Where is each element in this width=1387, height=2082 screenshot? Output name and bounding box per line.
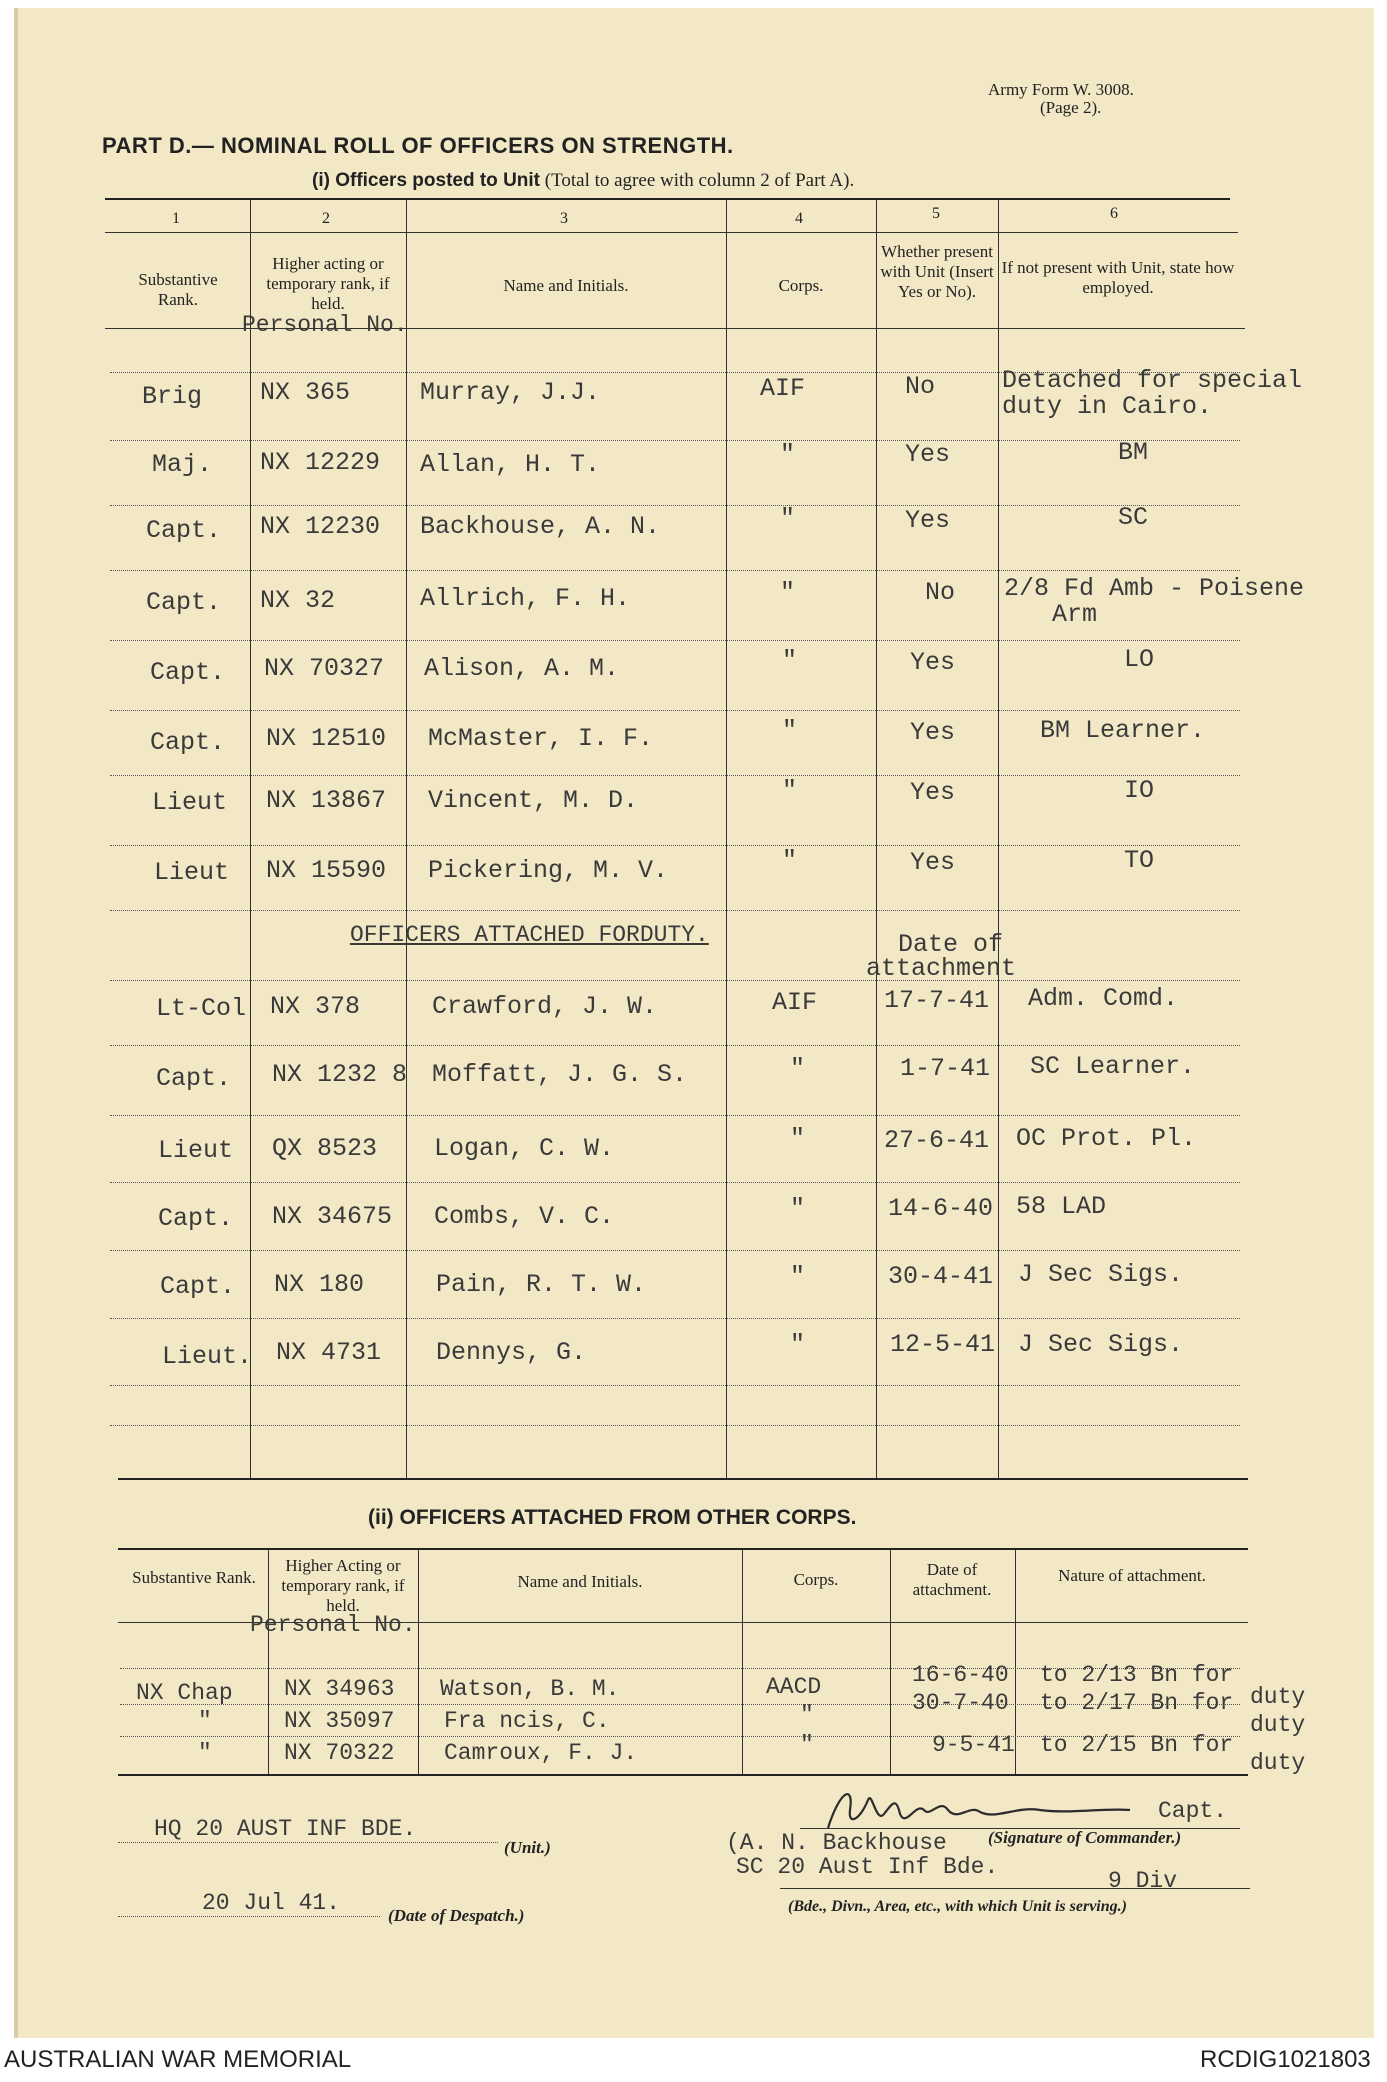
table1-bottom-rule	[118, 1478, 1248, 1480]
rank-cell: "	[198, 1708, 212, 1734]
employ-cell: J Sec Sigs.	[1018, 1260, 1184, 1289]
employ-cell: 2/8 Fd Amb - Poisene	[1004, 574, 1305, 603]
name-cell: Watson, B. M.	[440, 1676, 620, 1702]
corps-cell: "	[780, 440, 796, 469]
col-number: 4	[795, 210, 803, 227]
corps-cell: AACD	[766, 1674, 822, 1700]
rank-cell: Brig	[142, 382, 203, 411]
personal-no-cell: NX 15590	[266, 856, 387, 885]
name-cell: Combs, V. C.	[434, 1202, 615, 1231]
corps-cell: "	[782, 716, 798, 745]
table2-bottom-rule	[118, 1774, 1248, 1776]
personal-no-cell: NX 4731	[276, 1338, 382, 1367]
row-rule	[110, 910, 1240, 911]
header-corps: Corps.	[793, 1570, 839, 1589]
despatch-date-value: 20 Jul 41.	[202, 1890, 341, 1916]
header-nature: Nature of attachment.	[1058, 1566, 1206, 1585]
rank-cell: Capt.	[146, 516, 222, 545]
unit-line	[118, 1842, 498, 1843]
signature-name: (A. N. Backhouse	[726, 1830, 947, 1856]
present-cell: Yes	[910, 778, 956, 807]
date-heading: Date of	[898, 930, 1004, 959]
name-cell: Allrich, F. H.	[420, 584, 631, 613]
date-heading-line2: attachment	[866, 954, 1017, 983]
table2-col-divider	[418, 1550, 419, 1774]
date-cell: 16-6-40	[912, 1662, 1009, 1688]
rank-cell: Maj.	[152, 450, 213, 479]
present-cell: No	[905, 372, 936, 401]
despatch-date-label: (Date of Despatch.)	[388, 1906, 525, 1925]
employ-cell-line2: duty in Cairo.	[1002, 392, 1213, 421]
date-cell: 12-5-41	[890, 1330, 996, 1359]
row-rule	[110, 980, 1240, 981]
rank-cell: Lieut.	[162, 1342, 253, 1371]
header-present: Whether present with Unit (Insert Yes or No).	[880, 242, 994, 301]
corps-cell: "	[782, 846, 798, 875]
rank-cell: Capt.	[146, 588, 222, 617]
name-cell: Allan, H. T.	[420, 450, 601, 479]
employ-cell: LO	[1124, 645, 1155, 674]
header-name: Name and Initials.	[517, 1572, 643, 1591]
header-date: Date of attachment.	[912, 1560, 992, 1599]
name-cell: Logan, C. W.	[434, 1134, 615, 1163]
nature-extra: duty	[1250, 1712, 1306, 1738]
rank-cell: Capt.	[156, 1064, 232, 1093]
header-substantive-rank: Substantive Rank.	[132, 1568, 256, 1587]
form-name: Army Form W. 3008.	[988, 80, 1134, 99]
signature-unit: SC 20 Aust Inf Bde.	[736, 1854, 999, 1880]
table1-col-divider	[406, 200, 407, 1480]
row-rule	[110, 1250, 1240, 1251]
col-number: 3	[560, 210, 568, 227]
form-page: (Page 2).	[1040, 98, 1102, 117]
present-cell: Yes	[910, 848, 956, 877]
employ-cell: OC Prot. Pl.	[1016, 1124, 1197, 1153]
attached-heading: OFFICERS ATTACHED FORDUTY.	[350, 922, 709, 948]
col-number: 1	[172, 210, 180, 227]
row-rule	[110, 1115, 1240, 1116]
personal-no-cell: NX 34675	[272, 1202, 393, 1231]
name-cell: Alison, A. M.	[424, 654, 620, 683]
table1-col-divider	[250, 200, 251, 1480]
rank-cell: Capt.	[158, 1204, 234, 1233]
unit-label: (Unit.)	[504, 1838, 551, 1857]
corps-cell: "	[780, 504, 796, 533]
date-cell: 1-7-41	[900, 1054, 991, 1083]
name-cell: Pain, R. T. W.	[436, 1270, 647, 1299]
rank-cell: Lieut	[152, 788, 228, 817]
date-cell: 30-7-40	[912, 1690, 1009, 1716]
corps-cell: "	[800, 1732, 814, 1758]
table1-colnum-rule	[105, 232, 1238, 233]
header-corps: Corps.	[778, 276, 824, 295]
personal-no-cell: NX 35097	[284, 1708, 395, 1734]
row-rule	[110, 1318, 1240, 1319]
section1-note: (Total to agree with column 2 of Part A).	[544, 170, 855, 191]
header-employed: If not present with Unit, state how employed.	[1001, 258, 1235, 297]
rank-cell: Capt.	[160, 1272, 236, 1301]
row-rule	[110, 1385, 1240, 1386]
present-cell: Yes	[905, 506, 951, 535]
employ-cell: TO	[1124, 846, 1155, 875]
col-number: 2	[322, 210, 330, 227]
signature-div: 9 Div	[1108, 1868, 1178, 1894]
date-cell: 14-6-40	[888, 1194, 994, 1223]
rank-cell: Lt-Col	[156, 994, 247, 1023]
personal-no-cell: NX 1232 8	[272, 1060, 408, 1089]
typed-personal-no: Personal No.	[250, 1612, 416, 1638]
name-cell: Murray, J.J.	[420, 378, 601, 407]
signature-rank: Capt.	[1158, 1798, 1228, 1824]
personal-no-cell: NX 70322	[284, 1740, 395, 1766]
nature-cell: to 2/17 Bn for	[1040, 1690, 1234, 1716]
table2-col-divider	[1015, 1550, 1016, 1774]
corps-cell: "	[790, 1054, 806, 1083]
personal-no-cell: NX 12229	[260, 448, 381, 477]
row-rule	[110, 1425, 1240, 1426]
name-cell: Pickering, M. V.	[428, 856, 669, 885]
corps-cell: "	[790, 1330, 806, 1359]
personal-no-cell: NX 32	[260, 586, 336, 615]
employ-cell: J Sec Sigs.	[1018, 1330, 1184, 1359]
personal-no-cell: QX 8523	[272, 1134, 378, 1163]
corps-cell: AIF	[760, 374, 806, 403]
header-name: Name and Initials.	[503, 276, 629, 295]
col-number: 6	[1110, 205, 1118, 222]
date-cell: 27-6-41	[884, 1126, 990, 1155]
present-cell: Yes	[905, 440, 951, 469]
table1-col-divider	[998, 200, 999, 1480]
name-cell: Moffatt, J. G. S.	[432, 1060, 688, 1089]
part-title: PART D.— NOMINAL ROLL OF OFFICERS ON STRENGTH.	[102, 133, 734, 158]
row-rule	[110, 845, 1240, 846]
employ-cell: SC Learner.	[1030, 1052, 1196, 1081]
section1-title-text: (i) Officers posted to Unit	[312, 170, 540, 191]
employ-cell: IO	[1124, 776, 1155, 805]
employ-cell: BM	[1118, 438, 1149, 467]
corps-cell: "	[780, 578, 796, 607]
row-rule	[110, 505, 1240, 506]
section2-title: (ii) OFFICERS ATTACHED FROM OTHER CORPS.	[368, 1506, 857, 1529]
row-rule	[110, 710, 1240, 711]
archive-caption-left: AUSTRALIAN WAR MEMORIAL	[4, 2046, 352, 2073]
name-cell: Crawford, J. W.	[432, 992, 658, 1021]
archive-caption-right: RCDIG1021803	[1200, 2046, 1371, 2073]
date-cell: 9-5-41	[932, 1732, 1015, 1758]
nature-extra: duty	[1250, 1684, 1306, 1710]
personal-no-cell: NX 365	[260, 378, 351, 407]
name-cell: Backhouse, A. N.	[420, 512, 661, 541]
personal-no-cell: NX 180	[274, 1270, 365, 1299]
rank-cell: NX Chap	[136, 1680, 233, 1706]
nature-cell: to 2/15 Bn for	[1040, 1732, 1234, 1758]
employ-cell: BM Learner.	[1040, 716, 1206, 745]
row-rule	[110, 775, 1240, 776]
nature-cell: to 2/13 Bn for	[1040, 1662, 1234, 1688]
present-cell: Yes	[910, 648, 956, 677]
employ-cell: SC	[1118, 503, 1149, 532]
nature-extra: duty	[1250, 1750, 1306, 1776]
signature-label: (Signature of Commander.)	[988, 1828, 1182, 1847]
personal-no-cell: NX 12230	[260, 512, 381, 541]
corps-cell: AIF	[772, 988, 818, 1017]
corps-cell: "	[790, 1262, 806, 1291]
header-higher-rank: Higher Acting or temporary rank, if held.	[281, 1556, 405, 1615]
table1-col-divider	[726, 200, 727, 1480]
unit-value: HQ 20 AUST INF BDE.	[154, 1816, 417, 1842]
personal-no-cell: NX 378	[270, 992, 361, 1021]
personal-no-cell: NX 70327	[264, 654, 385, 683]
personal-no-cell: NX 12510	[266, 724, 387, 753]
table2-col-divider	[890, 1550, 891, 1774]
employ-cell: Detached for special	[1002, 366, 1303, 395]
personal-no-cell: NX 13867	[266, 786, 387, 815]
header-higher-rank: Higher acting or temporary rank, if held.	[266, 254, 390, 313]
corps-cell: "	[782, 776, 798, 805]
name-cell: McMaster, I. F.	[428, 724, 654, 753]
row-rule	[110, 1182, 1240, 1183]
row-rule	[110, 1045, 1240, 1046]
date-line	[118, 1916, 380, 1917]
corps-cell: "	[790, 1194, 806, 1223]
employ-cell: 58 LAD	[1016, 1192, 1107, 1221]
rank-cell: "	[198, 1740, 212, 1766]
corps-cell: "	[800, 1702, 814, 1728]
corps-cell: "	[790, 1124, 806, 1153]
present-cell: Yes	[910, 718, 956, 747]
row-rule	[110, 640, 1240, 641]
employ-cell-line2: Arm	[1052, 600, 1098, 629]
present-cell: No	[925, 578, 956, 607]
employ-cell: Adm. Comd.	[1028, 984, 1179, 1013]
serving-label: (Bde., Divn., Area, etc., with which Unit is serving.)	[788, 1898, 1127, 1915]
name-cell: Camroux, F. J.	[444, 1740, 638, 1766]
corps-cell: "	[782, 646, 798, 675]
table1-top-rule	[105, 198, 1230, 200]
table2-top-rule	[118, 1548, 1248, 1550]
name-cell: Vincent, M. D.	[428, 786, 639, 815]
rank-cell: Lieut	[158, 1136, 234, 1165]
serving-line	[780, 1888, 1250, 1889]
row-rule	[110, 440, 1240, 441]
date-cell: 17-7-41	[884, 986, 990, 1015]
table2-col-divider	[742, 1550, 743, 1774]
typed-personal-no: Personal No.	[242, 312, 408, 338]
name-cell: Dennys, G.	[436, 1338, 587, 1367]
rank-cell: Capt.	[150, 658, 226, 687]
rank-cell: Lieut	[154, 858, 230, 887]
col-number: 5	[932, 205, 940, 222]
personal-no-cell: NX 34963	[284, 1676, 395, 1702]
row-rule	[110, 570, 1240, 571]
date-cell: 30-4-41	[888, 1262, 994, 1291]
table2-col-divider	[268, 1550, 269, 1774]
header-substantive-rank: Substantive Rank.	[138, 270, 218, 309]
section1-title	[312, 170, 854, 192]
name-cell: Fra ncis, C.	[444, 1708, 610, 1734]
rank-cell: Capt.	[150, 728, 226, 757]
table1-col-divider	[876, 200, 877, 1480]
